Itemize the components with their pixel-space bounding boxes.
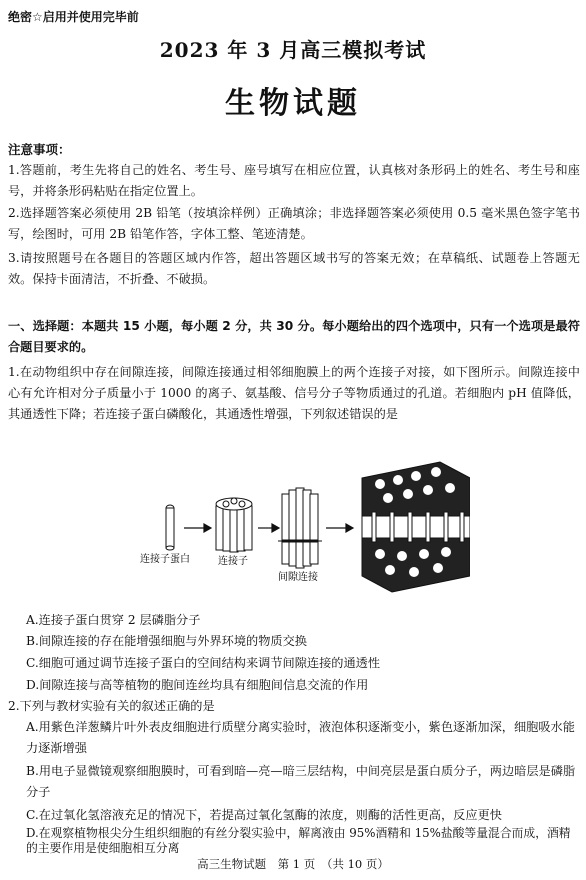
connexin-protein-drawing [166, 505, 174, 550]
question-2-stem: 2.下列与教材实验有关的叙述正确的是 [8, 699, 215, 713]
figure-label-gap-junction: 间隙连接 [278, 572, 318, 583]
q1-option-a: A.连接子蛋白贯穿 2 层磷脂分子 [26, 613, 201, 627]
connexon-drawing [216, 498, 252, 552]
gap-junction-drawing [278, 488, 322, 568]
question-1-stem: 1.在动物组织中存在间隙连接，间隙连接通过相邻细胞膜上的两个连接子对接，如下图所示。间隙连接中心有允许相对分子质量小于 1000 的离子、氨基酸、信号分子等物质通过的孔道。若细胞内 pH 值降低，其通透性下降；若连接子蛋白磷酸化，其通透性增强，下列叙述错误的是 [8, 365, 580, 421]
notice-item-1: 1.答题前，考生先将自己的姓名、考生号、座号填写在相应位置，认真核对条形码上的姓名、考生号和座号，并将条形码粘贴在指定位置上。 [8, 163, 580, 198]
figure-label-protein: 连接子蛋白 [140, 554, 190, 565]
confidential-mark: 绝密☆启用并使用完毕前 [8, 10, 139, 24]
notice-item-2: 2.选择题答案必须使用 2B 铅笔（按填涂样例）正确填涂；非选择题答案必须使用 0.5 毫米黑色签字笔书写，绘图时，可用 2B 铅笔作答，字体工整、笔迹清楚。 [8, 206, 580, 241]
subject-title: 生物试题 [225, 86, 361, 121]
page-footer: 高三生物试题 第 1 页 （共 10 页） [197, 857, 389, 871]
exam-title: 2023 年 3 月高三模拟考试 [159, 38, 427, 62]
q2-option-d: D.在观察植物根尖分生组织细胞的有丝分裂实验中，解离液由 95%酒精和 15%盐酸等量混合而成，酒精的主要作用是使细胞相互分离 [26, 826, 571, 855]
q2-option-b: B.用电子显微镜观察细胞膜时，可看到暗—亮—暗三层结构，中间亮层是蛋白质分子，两边暗层是磷脂分子 [26, 764, 576, 799]
q1-option-d: D.间隙连接与高等植物的胞间连丝均具有细胞间信息交流的作用 [26, 678, 369, 692]
q1-option-b: B.间隙连接的存在能增强细胞与外界环境的物质交换 [26, 634, 307, 648]
q1-option-c: C.细胞可通过调节连接子蛋白的空间结构来调节间隙连接的通透性 [26, 656, 381, 670]
figure-label-connexon: 连接子 [218, 556, 248, 567]
membrane-block-drawing [362, 462, 470, 592]
gap-junction-figure [140, 458, 470, 593]
q2-option-c: C.在过氧化氢溶液充足的情况下，若提高过氧化氢酶的浓度，则酶的活性更高，反应更快 [26, 808, 502, 822]
arrows [184, 524, 353, 532]
notice-heading: 注意事项： [8, 142, 71, 157]
q2-option-a: A.用紫色洋葱鳞片叶外表皮细胞进行质壁分离实验时，液泡体积逐渐变小，紫色逐渐加深，细胞吸水能力逐渐增强 [26, 720, 575, 755]
section-heading: 一、选择题：本题共 15 小题，每小题 2 分，共 30 分。每小题给出的四个选项中，只有一个选项是最符合题目要求的。 [8, 319, 580, 354]
notice-item-3: 3.请按照题号在各题目的答题区域内作答，超出答题区域书写的答案无效；在草稿纸、试题卷上答题无效。保持卡面清洁，不折叠、不破损。 [8, 251, 580, 286]
